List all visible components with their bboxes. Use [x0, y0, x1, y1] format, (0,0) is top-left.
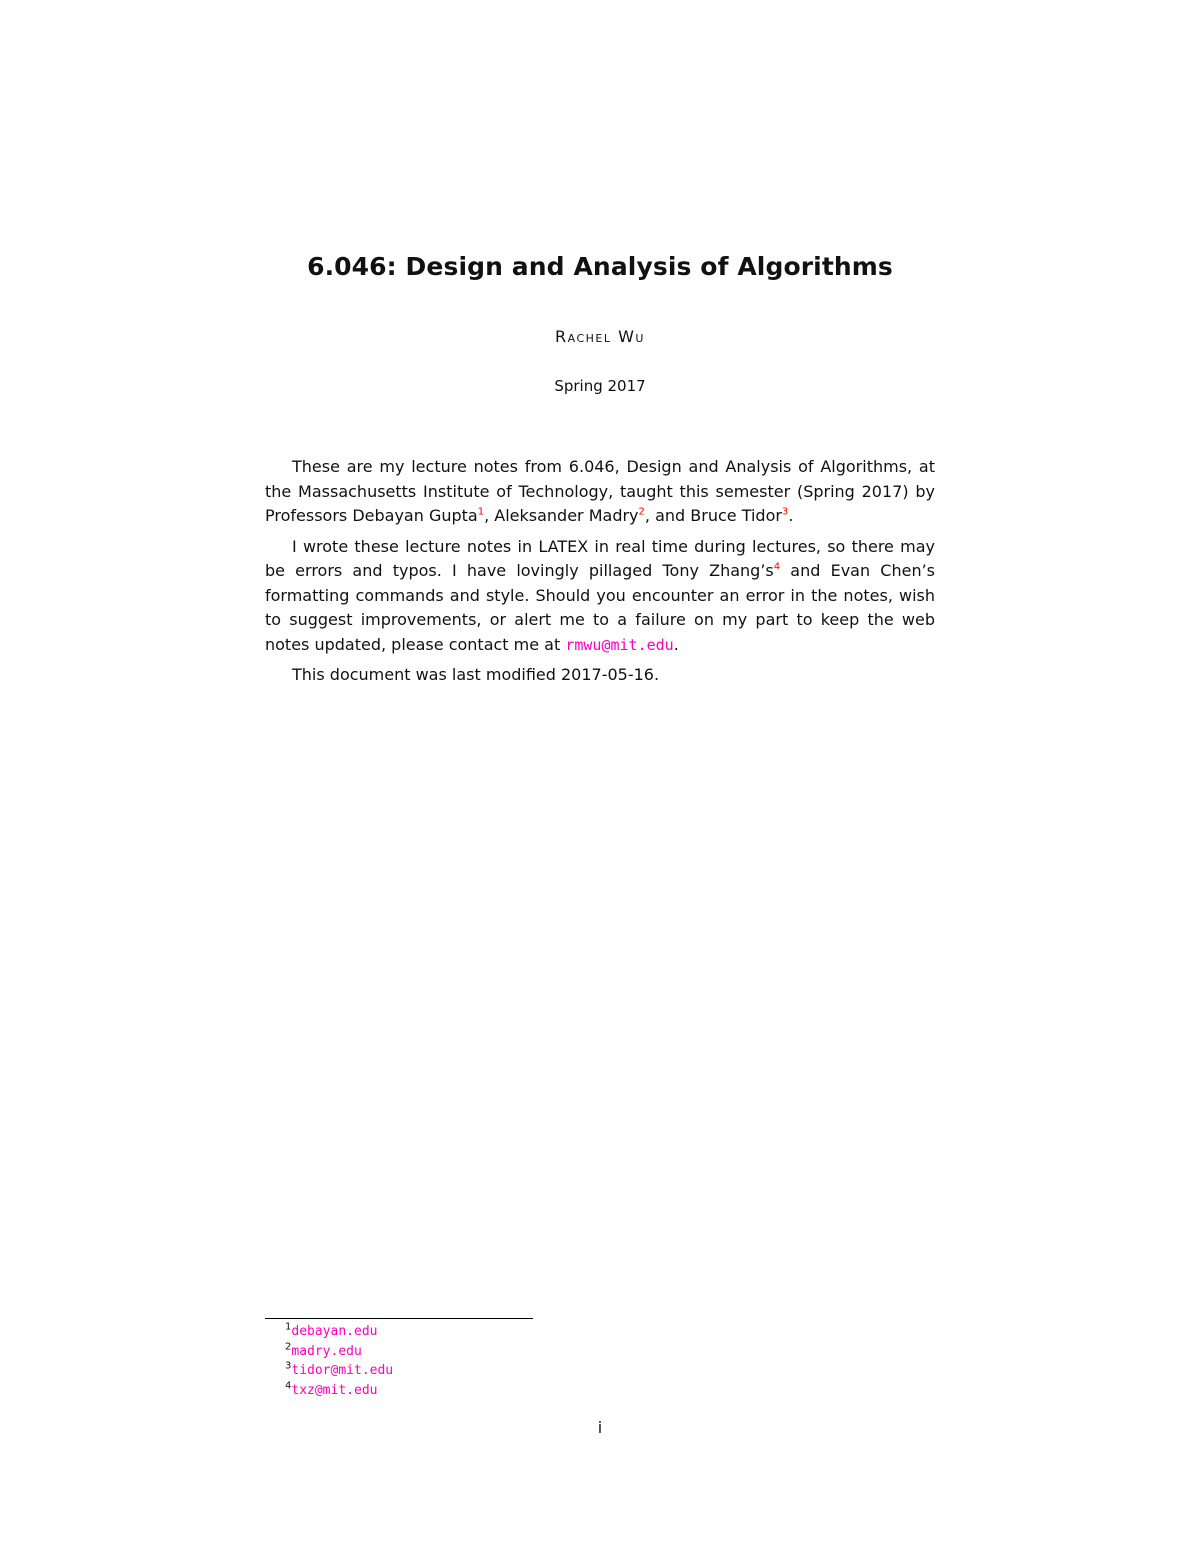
footnote-number: 2: [285, 1340, 292, 1352]
footnote-2: [285, 1342, 393, 1362]
page-number: i: [597, 1418, 603, 1437]
notes-text-d: .: [673, 634, 679, 654]
footnote-link-debayan[interactable]: debayan.edu: [291, 1324, 378, 1339]
contact-email-link[interactable]: rmwu@mit.edu: [565, 635, 674, 654]
intro-text-d: .: [788, 506, 794, 525]
footnotes: [285, 1322, 393, 1400]
latex-logo: LATEX: [538, 536, 589, 556]
intro-text-c: , and Bruce Tidor: [644, 506, 782, 525]
footnote-link-txz[interactable]: txz@mit.edu: [291, 1382, 378, 1398]
footnote-link-tidor[interactable]: tidor@mit.edu: [291, 1363, 394, 1379]
intro-text-a: These are my lecture notes from 6.046, Design and Analysis of Algorithms, at the Massachusetts Institute of Technology, taught this semester (Spring 2017) by Professors Debayan Gupta: [265, 457, 935, 525]
footnote-number: 1: [285, 1321, 292, 1333]
document-title: 6.046: Design and Analysis of Algorithms: [307, 252, 893, 281]
author-name: Rachel Wu: [555, 327, 645, 346]
notes-text-b: in real time during lectures, so there may be errors and typos. I have lovingly pillaged Tony Zhang’s: [265, 536, 935, 580]
footnote-4: [285, 1381, 393, 1401]
body-text: [265, 455, 935, 694]
footnote-link-2[interactable]: 2: [638, 506, 645, 518]
footnote-link-3[interactable]: 3: [781, 506, 789, 518]
notes-paragraph: [265, 535, 935, 658]
footnote-rule: [265, 1318, 533, 1319]
intro-text-b: , Aleksander Madry: [484, 506, 639, 525]
notes-text-a: I wrote these lecture notes in: [292, 536, 539, 556]
footnote-link-madry[interactable]: madry.edu: [291, 1343, 362, 1359]
intro-paragraph: [265, 455, 935, 529]
footnote-1: [285, 1322, 393, 1342]
footnote-number: 4: [285, 1380, 292, 1392]
footnote-3: [285, 1361, 393, 1381]
document-date: Spring 2017: [554, 377, 646, 395]
modified-paragraph: This document was last modified 2017-05-16.: [292, 665, 660, 684]
footnote-link-4[interactable]: 4: [773, 561, 781, 573]
notes-text-c: and Evan Chen’s formatting commands and style. Should you encounter an error in the notes, wish to suggest improvements, or alert me to a failure on my part to keep the web notes updated, please contact me at: [265, 561, 936, 654]
footnote-number: 3: [285, 1360, 292, 1372]
footnote-link-1[interactable]: 1: [477, 506, 485, 518]
